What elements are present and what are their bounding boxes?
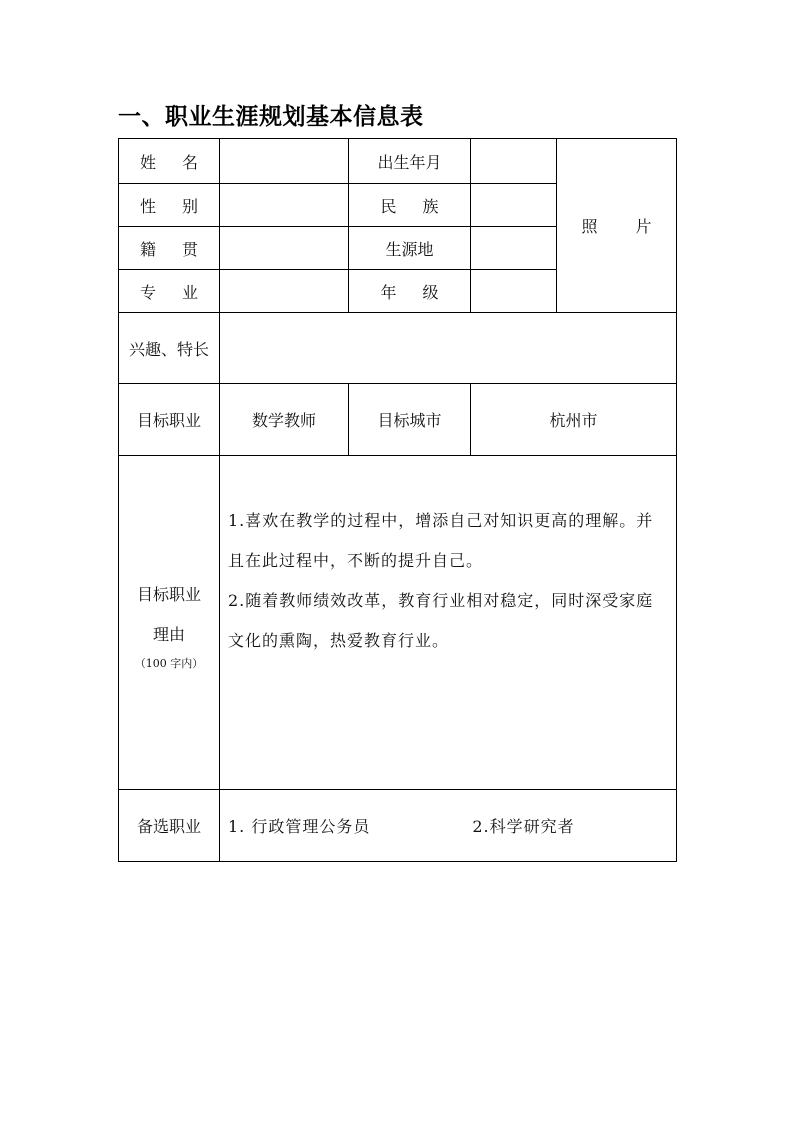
page-title: 一、职业生涯规划基本信息表 (118, 104, 424, 130)
gender-value[interactable] (220, 184, 349, 227)
target-city-label: 目标城市 (349, 384, 471, 456)
origin-value[interactable] (471, 227, 557, 270)
reason-paragraph-2: 2.随着教师绩效改革，教育行业相对稳定，同时深受家庭文化的熏陶，热爱教育行业。 (228, 591, 654, 650)
grade-value[interactable] (471, 270, 557, 313)
origin-label: 生源地 (349, 227, 471, 270)
name-label: 姓名 (119, 139, 220, 184)
reason-value-cell[interactable] (220, 456, 677, 790)
name-value[interactable] (220, 139, 349, 184)
alternative-label: 备选职业 (119, 790, 220, 862)
alternative-item-2: 2.科学研究者 (472, 817, 575, 836)
reason-label-cell (119, 456, 220, 790)
major-label: 专业 (119, 270, 220, 313)
reason-note: （100 字内） (134, 656, 204, 670)
major-value[interactable] (220, 270, 349, 313)
photo-label: 照片 (581, 217, 690, 236)
gender-label: 性别 (119, 184, 220, 227)
alternative-item-1: 1. 行政管理公务员 (228, 817, 371, 836)
target-career-label: 目标职业 (119, 384, 220, 456)
career-info-table (118, 138, 690, 862)
reason-text (228, 456, 670, 661)
ethnicity-label: 民族 (349, 184, 471, 227)
target-city-value[interactable]: 杭州市 (471, 384, 677, 456)
grade-label: 年级 (349, 270, 471, 313)
native-place-label: 籍贯 (119, 227, 220, 270)
alternative-value-cell[interactable] (220, 790, 677, 862)
target-career-value[interactable]: 数学教师 (220, 384, 349, 456)
ethnicity-value[interactable] (471, 184, 557, 227)
reason-paragraph-1: 1.喜欢在教学的过程中，增添自己对知识更高的理解。并且在此过程中，不断的提升自己。 (228, 511, 654, 570)
birth-label: 出生年月 (349, 139, 471, 184)
birth-value[interactable] (471, 139, 557, 184)
interests-label: 兴趣、特长 (119, 313, 220, 384)
reason-label: 目标职业 理由 (136, 584, 201, 644)
photo-cell (557, 139, 690, 313)
interests-value[interactable] (220, 313, 677, 384)
native-place-value[interactable] (220, 227, 349, 270)
